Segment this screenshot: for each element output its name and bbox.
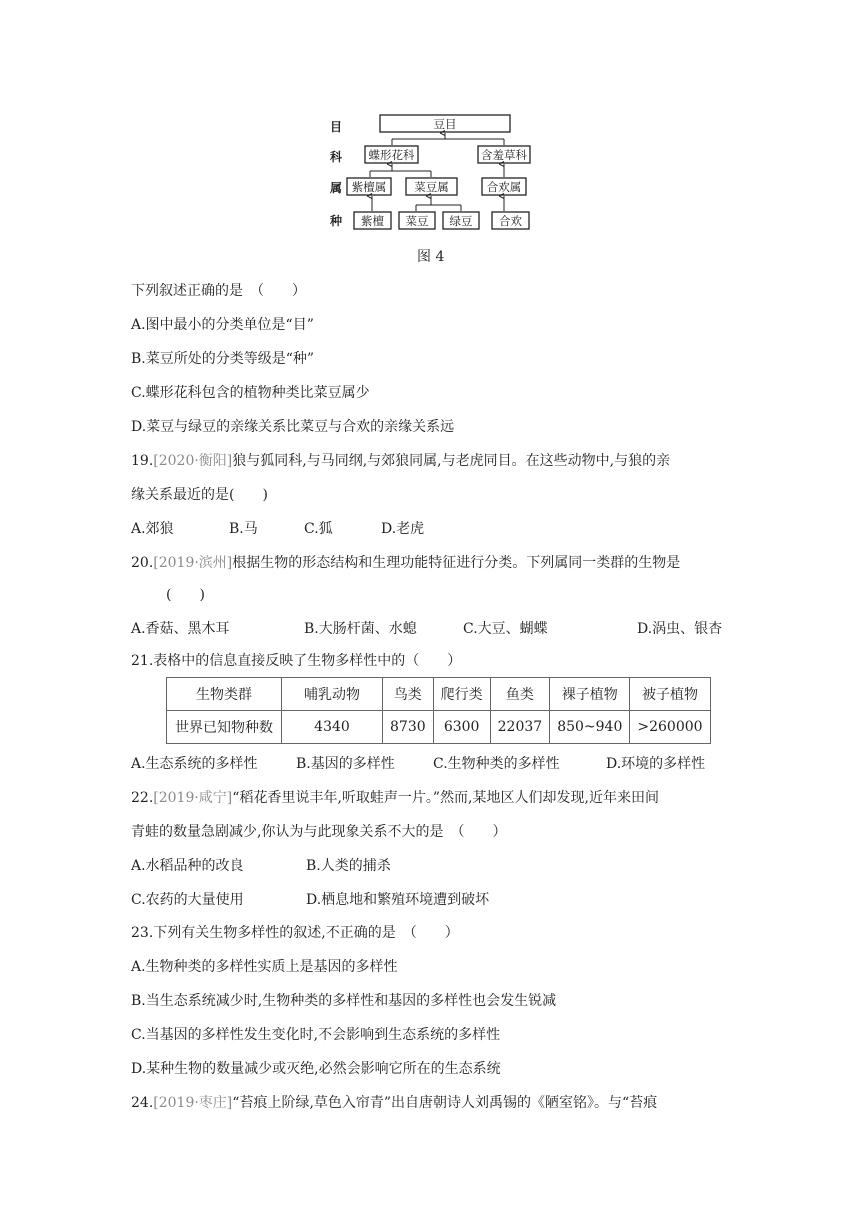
q20-source: [2019·滨州] — [153, 555, 233, 571]
table-header-row — [167, 678, 711, 711]
q22-number: 22. — [131, 790, 154, 806]
table-cell: 8730 — [383, 711, 434, 744]
q20-option-b: B.大肠杆菌、水螅 — [304, 621, 417, 637]
table-cell: 22037 — [490, 711, 550, 744]
species-label-hehuan: 合欢 — [499, 214, 522, 228]
q24-number: 24. — [131, 1095, 154, 1111]
species-label-caidou: 菜豆 — [405, 214, 429, 228]
q20-option-c: C.大豆、蝴蝶 — [463, 621, 548, 637]
q24-text: “苔痕上阶绿,草色入帘青”出自唐朝诗人刘禹锡的《陋室铭》。与“苔痕 — [232, 1095, 658, 1111]
q20-number: 20. — [131, 555, 154, 571]
classification-diagram — [318, 108, 548, 236]
family-label-papilionaceae: 蝶形花科 — [368, 148, 415, 162]
figure-caption: 图 4 — [417, 249, 445, 265]
q19-option-a: A.郊狼 — [131, 521, 174, 537]
table-cell: 6300 — [433, 711, 490, 744]
q23-stem: 23.下列有关生物多样性的叙述,不正确的是 （ ） — [131, 925, 459, 941]
rank-label-order: 目 — [330, 120, 343, 134]
q23-option-d: D.某种生物的数量减少或灭绝,必然会影响它所在的生态系统 — [131, 1061, 501, 1077]
rank-label-genus: 属 — [330, 181, 343, 195]
q22-stem-line2: 青蛙的数量急剧减少,你认为与此现象关系不大的是 （ ） — [131, 824, 507, 840]
q19-source: [2020·衡阳] — [153, 453, 233, 469]
q20-stem-line1 — [131, 553, 680, 573]
q20-option-a: A.香菇、黑木耳 — [131, 621, 230, 637]
table-header-cell: 被子植物 — [630, 678, 710, 711]
q22-option-d: D.栖息地和繁殖环境遭到破坏 — [306, 892, 490, 908]
q22-stem-line1 — [131, 788, 659, 808]
q18-option-d: D.菜豆与绿豆的亲缘关系比菜豆与合欢的亲缘关系远 — [131, 419, 455, 435]
q21-option-a: A.生态系统的多样性 — [131, 756, 258, 772]
q19-option-d: D.老虎 — [381, 521, 425, 537]
q24-stem-line1 — [131, 1093, 657, 1113]
q22-source: [2019·咸宁] — [153, 790, 233, 806]
order-label: 豆目 — [433, 117, 457, 131]
q24-source: [2019·枣庄] — [153, 1095, 233, 1111]
species-label-lvdou: 绿豆 — [449, 214, 473, 228]
table-cell: 850~940 — [550, 711, 630, 744]
table-header-cell: 爬行类 — [433, 678, 490, 711]
q23-option-c: C.当基因的多样性发生变化时,不会影响到生态系统的多样性 — [131, 1027, 501, 1043]
q21-stem: 21.表格中的信息直接反映了生物多样性中的（ ） — [131, 653, 462, 669]
q23-option-b: B.当生态系统减少时,生物种类的多样性和基因的多样性也会发生锐减 — [131, 993, 557, 1009]
table-header-cell: 生物类群 — [167, 678, 282, 711]
rank-label-species: 种 — [330, 214, 343, 228]
table-header-cell: 哺乳动物 — [282, 678, 383, 711]
table-header-cell: 鱼类 — [490, 678, 550, 711]
species-count-table — [166, 677, 711, 744]
genus-label-phaseolus: 菜豆属 — [414, 180, 449, 194]
table-cell: 世界已知物种数 — [167, 711, 282, 744]
classification-tree — [318, 108, 548, 236]
table-header-cell: 裸子植物 — [550, 678, 630, 711]
q20-option-d: D.涡虫、银杏 — [637, 621, 723, 637]
q19-stem-line1 — [131, 451, 670, 471]
q21-option-c: C.生物种类的多样性 — [433, 756, 560, 772]
table-row — [167, 711, 711, 744]
q22-option-a: A.水稻品种的改良 — [131, 858, 244, 874]
q23-option-a: A.生物种类的多样性实质上是基因的多样性 — [131, 959, 398, 975]
genus-label-pterocarpus: 紫檀属 — [351, 180, 387, 194]
q19-stem-line2: 缘关系最近的是( ) — [131, 487, 268, 503]
q19-option-b: B.马 — [229, 521, 258, 537]
genus-label-albizia: 合欢属 — [486, 180, 522, 194]
q21-option-d: D.环境的多样性 — [606, 756, 706, 772]
q19-text: 狼与狐同科,与马同纲,与郊狼同属,与老虎同目。在这些动物中,与狼的亲 — [232, 453, 671, 469]
rank-label-family: 科 — [330, 150, 343, 164]
q21-option-b: B.基因的多样性 — [296, 756, 395, 772]
species-label-zitan: 紫檀 — [361, 214, 384, 228]
q19-option-c: C.狐 — [304, 521, 333, 537]
table-cell: 4340 — [282, 711, 383, 744]
q18-stem: 下列叙述正确的是 （ ） — [131, 283, 306, 299]
q20-stem-line2: ( ) — [166, 587, 205, 603]
q18-option-c: C.蝶形花科包含的植物种类比菜豆属少 — [131, 385, 370, 401]
q22-text: “稻花香里说丰年,听取蛙声一片。”然而,某地区人们却发现,近年来田间 — [232, 790, 659, 806]
q18-option-b: B.菜豆所处的分类等级是“种” — [131, 351, 315, 367]
table-header-cell: 鸟类 — [383, 678, 434, 711]
q22-option-b: B.人类的捕杀 — [306, 858, 391, 874]
table-cell: >260000 — [630, 711, 710, 744]
q20-text: 根据生物的形态结构和生理功能特征进行分类。下列属同一类群的生物是 — [232, 555, 681, 571]
family-label-mimosaceae: 含羞草科 — [481, 148, 527, 162]
q18-option-a: A.图中最小的分类单位是“目” — [131, 317, 314, 333]
q22-option-c: C.农药的大量使用 — [131, 892, 244, 908]
q19-number: 19. — [131, 453, 154, 469]
